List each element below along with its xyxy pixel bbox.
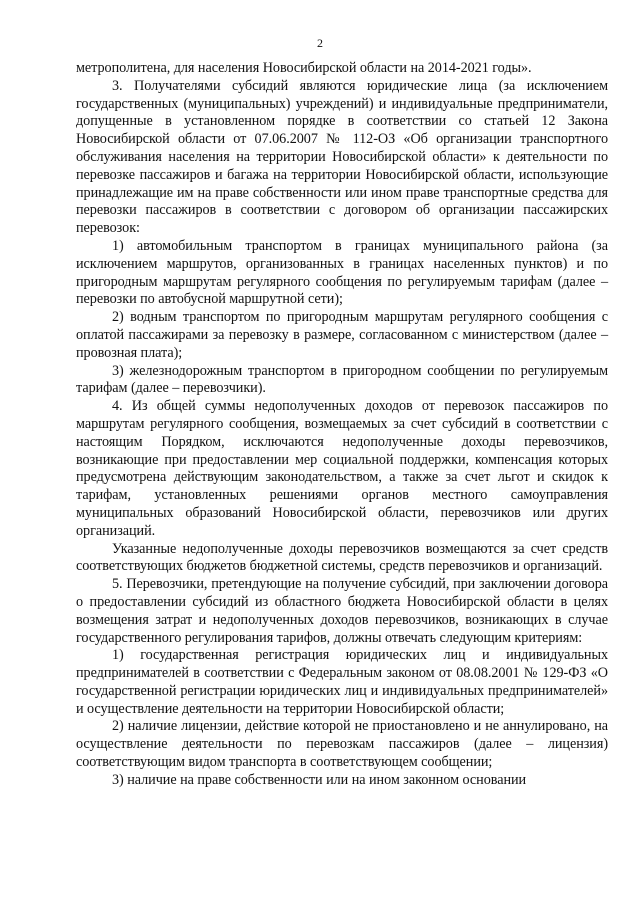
paragraph-subitem-5-2: 2) наличие лицензии, действие которой не приостановлено и не аннулировано, на осуществление деятельности по перевозкам пассажиров (далее – лицензия) соответствующим видом транспорта в соответствующем сообщении; bbox=[76, 718, 608, 771]
paragraph-subitem-3-2: 2) водным транспортом по пригородным маршрутам регулярного сообщения с оплатой пассажирами за перевозку в размере, согласованном с министерством (далее – провозная плата); bbox=[76, 309, 608, 361]
paragraph-continuation: метрополитена, для населения Новосибирской области на 2014-2021 годы». bbox=[76, 60, 532, 76]
page-number: 2 bbox=[317, 36, 323, 50]
paragraph-item-4: 4. Из общей суммы недополученных доходов от перевозок пассажиров по маршрутам регулярного сообщения, возмещаемых за счет субсидий в соответствии с настоящим Порядком, исключаются недополученные доходы перевозчиков, возникающие при предоставлении мер социальной поддержки, компенсация которых предусмотрена действующим законодательством, а также за счет льгот и скидок к тарифам, установленных решениями органов местного самоуправления муниципальных образований Новосибирской области, перевозчиков или других организаций. bbox=[76, 398, 608, 539]
paragraph-subitem-5-3: 3) наличие на праве собственности или на ином законном основании bbox=[112, 771, 527, 788]
paragraph-item-4-note: Указанные недополученные доходы перевозчиков возмещаются за счет средств соответствующих бюджетов бюджетной системы, средств перевозчиков и организаций. bbox=[76, 540, 608, 575]
paragraph-item-5: 5. Перевозчики, претендующие на получение субсидий, при заключении договора о предоставлении субсидий из областного бюджета Новосибирской области в целях возмещения затрат и недополученных доходов перевозчиков, возникающих в случае государственного регулирования тарифов, должны отвечать следующим критериям: bbox=[76, 576, 608, 646]
paragraph-subitem-3-1: 1) автомобильным транспортом в границах муниципального района (за исключением маршрутов, организованных в границах населенных пунктов) и по пригородным маршрутам регулярного сообщения по регулируемым тарифам (далее – перевозки по автобусной маршрутной сети); bbox=[76, 237, 608, 308]
paragraph-item-3: 3. Получателями субсидий являются юридические лица (за исключением государственных (муниципальных) учреждений) и индивидуальные предприниматели, допущенные в установленном порядке в соответствии со статьей 12 Закона Новосибирской области от 07.06.2007 № 112-ОЗ «Об организации транспортного обслуживания населения на территории Новосибирской области» к деятельности по перевозке пассажиров и багажа на территории Новосибирской области, использующие принадлежащие им на праве собственности или ином праве транспортные средства для перевозки пассажиров в соответствии с договором об организации пассажирских перевозок: bbox=[76, 77, 608, 237]
paragraph-subitem-5-1: 1) государственная регистрация юридических лиц и индивидуальных предпринимателей в соответствии с Федеральным законом от 08.08.2001 № 129-ФЗ «О государственной регистрации юридических лиц и индивидуальных предпринимателей» и осуществление деятельности на территории Новосибирской области; bbox=[76, 647, 608, 717]
document-body bbox=[76, 60, 608, 790]
paragraph-subitem-3-3: 3) железнодорожным транспортом в пригородном сообщении по регулируемым тарифам (далее – перевозчики). bbox=[76, 362, 608, 397]
